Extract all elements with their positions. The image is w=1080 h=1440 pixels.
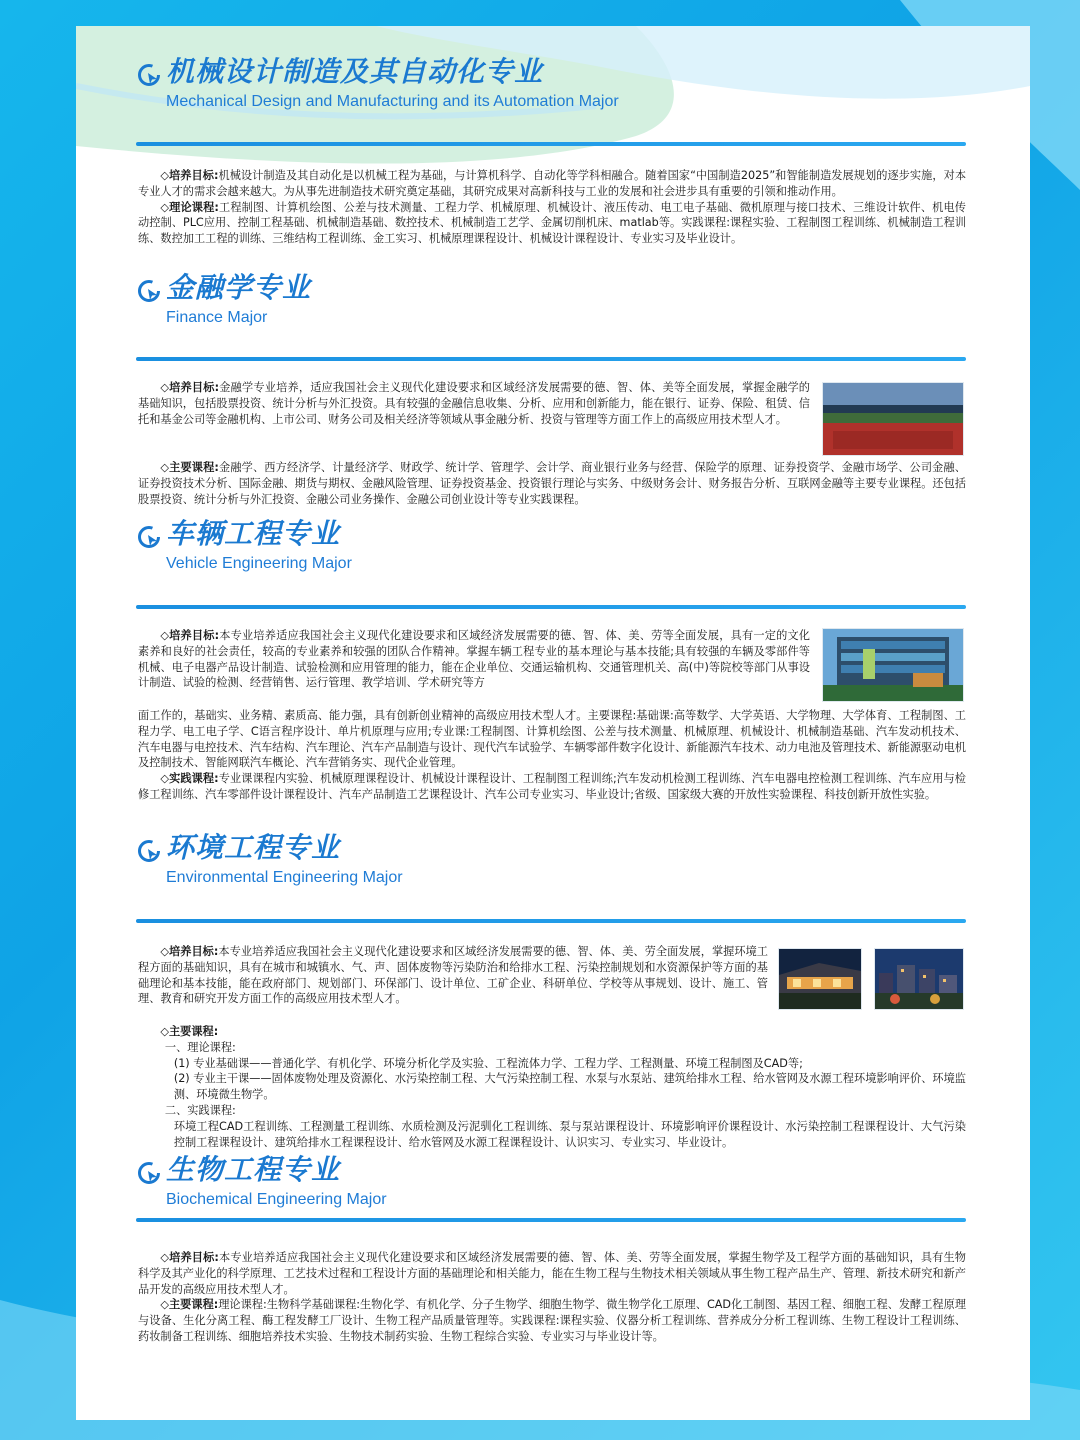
course-text: 工程制图、计算机绘图、公差与技术测量、工程力学、机械原理、机械设计、液压传动、电工电子基础、微机原理与接口技术、三维设计软件、机电传动控制、PLC应用、控制工程基础、机械制造基础、数控技术、机械制造工艺学、金属切削机床、matlab等。实践课程:课程实验、工程制图工程训练、机械制造工程训练、数控加工工程的训练、三维结构工程训练、金工实习、机械原理课程设计、机械设计课程设计、专业实习及毕业设计。 — [138, 200, 966, 246]
section-subtitle: Mechanical Design and Manufacturing and its Automation Major — [166, 93, 619, 110]
practice-title: 二、实践课程: — [164, 1103, 236, 1117]
theory-item-1: (1) 专业基础课——普通化学、有机化学、环境分析化学及实验、工程流体力学、工程力学、工程测量、环境工程制图及CAD等; — [173, 1056, 803, 1070]
section-title: 生物工程专业 — [166, 1153, 341, 1186]
course-text: 专业课课程内实验、机械原理课程设计、机械设计课程设计、工程制图工程训练;汽车发动机检测工程训练、汽车电器电控检测工程训练、汽车应用与检修工程训练、汽车零部件设计课程设计、汽车产品制造工艺课程设计、汽车公司专业实习、毕业设计;省级、国家级大赛的开放性实验课程、科技创新开放性实验。 — [138, 772, 966, 801]
theory-item-2: (2) 专业主干课——固体废物处理及资源化、水污染控制工程、大气污染控制工程、水泵与水泵站、建筑给排水工程、给水管网及水源工程环境影响评价、环境监测、环境微生物学。 — [173, 1072, 966, 1102]
goal-text: 本专业培养适应我国社会主义现代化建设要求和区域经济发展需要的德、智、体、美、劳等全面发展，具有一定的文化素养和良好的社会责任，较高的专业素养和较强的团队合作精神。掌握车辆工程专业的基本理论与基本技能;具有较强的车辆及零部件等机械、电子电器产品设计制造、试验检测和应用管理的能力，能在企业单位、交通运输机构、交通管理机关、高(中)等院校等部门从事设计制造、试验的检测、经营销售、运行管理、教学培训、学术研究等方 — [138, 629, 810, 690]
course-text: 理论课程:生物科学基础课程:生物化学、有机化学、分子生物学、细胞生物学、微生物学化工原理、CAD化工制图、基因工程、细胞工程、发酵工程原理与设备、生化分离工程、酶工程发酵工厂设计、生物工程产品质量管理等。实践课程:课程实验、仪器分析工程训练、营养成分分析工程训练、生物工程设计工程训练、药妆制备工程训练、细胞培养技术实验、生物技术制药实验、生物工程综合实验、专业实习与毕业设计等。 — [138, 1298, 967, 1343]
section-body — [138, 380, 810, 460]
refresh-circle-icon — [136, 1160, 162, 1186]
content-page — [76, 26, 1030, 1420]
night-building-photo — [778, 948, 862, 1010]
stadium-photo — [822, 382, 964, 456]
practice-text: 环境工程CAD工程训练、工程测量工程训练、水质检测及污泥驯化工程训练、泵与泵站课程设计、环境影响评价课程设计、水污染控制工程课程设计、大气污染控制工程课程设计、建筑给排水工程课程设计、给水管网及水源工程课程设计、认识实习、专业实习、毕业设计。 — [173, 1119, 966, 1149]
section-title: 环境工程专业 — [166, 831, 341, 864]
goal-text-continued: 面工作的，基础实、业务精、素质高、能力强，具有创新创业精神的高级应用技术型人才。主要课程:基础课:高等数学、大学英语、大学物理、大学体育、工程制图、工程力学、电工电子学、C语言程序设计、单片机原理与应用;专业课:工程制图、计算机绘图、公差与技术测量、机械原理、机械设计、机械制造基础、汽车发动机技术、汽车电器与电控技术、汽车结构、汽车理论、汽车产品制造与设计、现代汽车试验学、车辆零部件数字化设计、新能源汽车技术、动力电池及管理技术、新能源驱动电机及控制技术、智能网联汽车概论、汽车营销务实、现代企业管理。 — [138, 709, 966, 770]
course-label: ◇理论课程: — [160, 200, 219, 214]
goal-text: 本专业培养适应我国社会主义现代化建设要求和区域经济发展需要的德、智、体、美、劳等全面发展，掌握生物学及工程学方面的基础知识，具有生物科学及其产业化的科学原理、工艺技术过程和工程设计方面的基础理论和相关能力，能在生物工程与生物技术相关领域从事生物工程产品生产、管理、新技术研究和新产品开发的高级应用技术型人才。 — [138, 1251, 966, 1296]
course-text: 金融学、西方经济学、计量经济学、财政学、统计学、管理学、会计学、商业银行业务与经营、保险学的原理、证券投资学、金融市场学、公司金融、证券投资技术分析、国际金融、期货与期权、金融风险管理、证券投资基金、投资银行理论与实务、中级财务会计、财务报告分析、互联网金融等主要专业课程。还包括股票投资、统计分析与外汇投资、金融公司业务操作、金融公司创业设计等专业实践课程。 — [138, 461, 966, 506]
goal-label: ◇培养目标: — [160, 945, 219, 958]
refresh-circle-icon — [136, 278, 162, 304]
section-body-continued — [138, 708, 966, 803]
section-subtitle: Vehicle Engineering Major — [166, 555, 352, 572]
section-divider — [136, 919, 966, 923]
course-label: ◇主要课程: — [160, 1025, 219, 1038]
section-divider — [136, 357, 966, 361]
section-subtitle: Biochemical Engineering Major — [166, 1191, 387, 1208]
course-label: ◇实践课程: — [160, 772, 219, 786]
section-body — [138, 168, 966, 247]
campus-building-photo — [822, 628, 964, 702]
section-body-courses — [138, 1024, 966, 1150]
section-body-courses — [138, 460, 966, 507]
goal-label: ◇培养目标: — [160, 1251, 219, 1264]
section-body — [138, 1250, 966, 1345]
section-title: 机械设计制造及其自动化专业 — [166, 55, 544, 88]
refresh-circle-icon — [136, 524, 162, 550]
course-label: ◇主要课程: — [160, 1298, 219, 1312]
section-title: 车辆工程专业 — [166, 517, 341, 550]
city-night-photo — [874, 948, 964, 1010]
section-body — [138, 628, 810, 708]
section-divider — [136, 1218, 966, 1222]
goal-text: 机械设计制造及其自动化是以机械工程为基础，与计算机科学、自动化等学科相融合。随着国家“中国制造2025”和智能制造发展规划的逐步实施，对本专业人才的需求会越来越大。为从事先进制造技术研究奠定基础，其研究成果对高新科技与工业的发展和社会进步具有重要的引领和推动作用。 — [138, 169, 967, 198]
goal-label: ◇培养目标: — [160, 169, 219, 182]
section-subtitle: Finance Major — [166, 309, 268, 326]
section-subtitle: Environmental Engineering Major — [166, 869, 403, 886]
theory-title: 一、理论课程: — [164, 1040, 236, 1054]
section-divider — [136, 142, 966, 146]
refresh-circle-icon — [136, 62, 162, 88]
goal-label: ◇培养目标: — [160, 629, 220, 642]
refresh-circle-icon — [136, 838, 162, 864]
section-body — [138, 944, 768, 1024]
goal-text: 金融学专业培养，适应我国社会主义现代化建设要求和区域经济发展需要的德、智、体、美等全面发展，掌握金融学的基础知识，包括股票投资、统计分析与外汇投资。具有较强的金融信息收集、分析、应用和创新能力，能在银行、证券、保险、租赁、信托和基金公司等金融机构、上市公司、财务公司及相关经济等领域从事金融分析、投资与管理等方面工作上的高级应用技术型人才。 — [138, 381, 810, 426]
goal-label: ◇培养目标: — [160, 381, 220, 394]
section-title: 金融学专业 — [166, 271, 312, 304]
goal-text: 本专业培养适应我国社会主义现代化建设要求和区域经济发展需要的德、智、体、美、劳全面发展，掌握环境工程方面的基础知识，具有在城市和城镇水、气、声、固体废物等污染防治和给排水工程、污染控制规划和水资源保护等方面的基础理论和基本技能，能在政府部门、规划部门、环保部门、设计单位、工矿企业、科研单位、学校等从事规划、设计、施工、管理、教育和研究开发方面工作的高级应用技术型人才。 — [138, 945, 768, 1006]
course-label: ◇主要课程: — [160, 461, 219, 474]
section-divider — [136, 605, 966, 609]
